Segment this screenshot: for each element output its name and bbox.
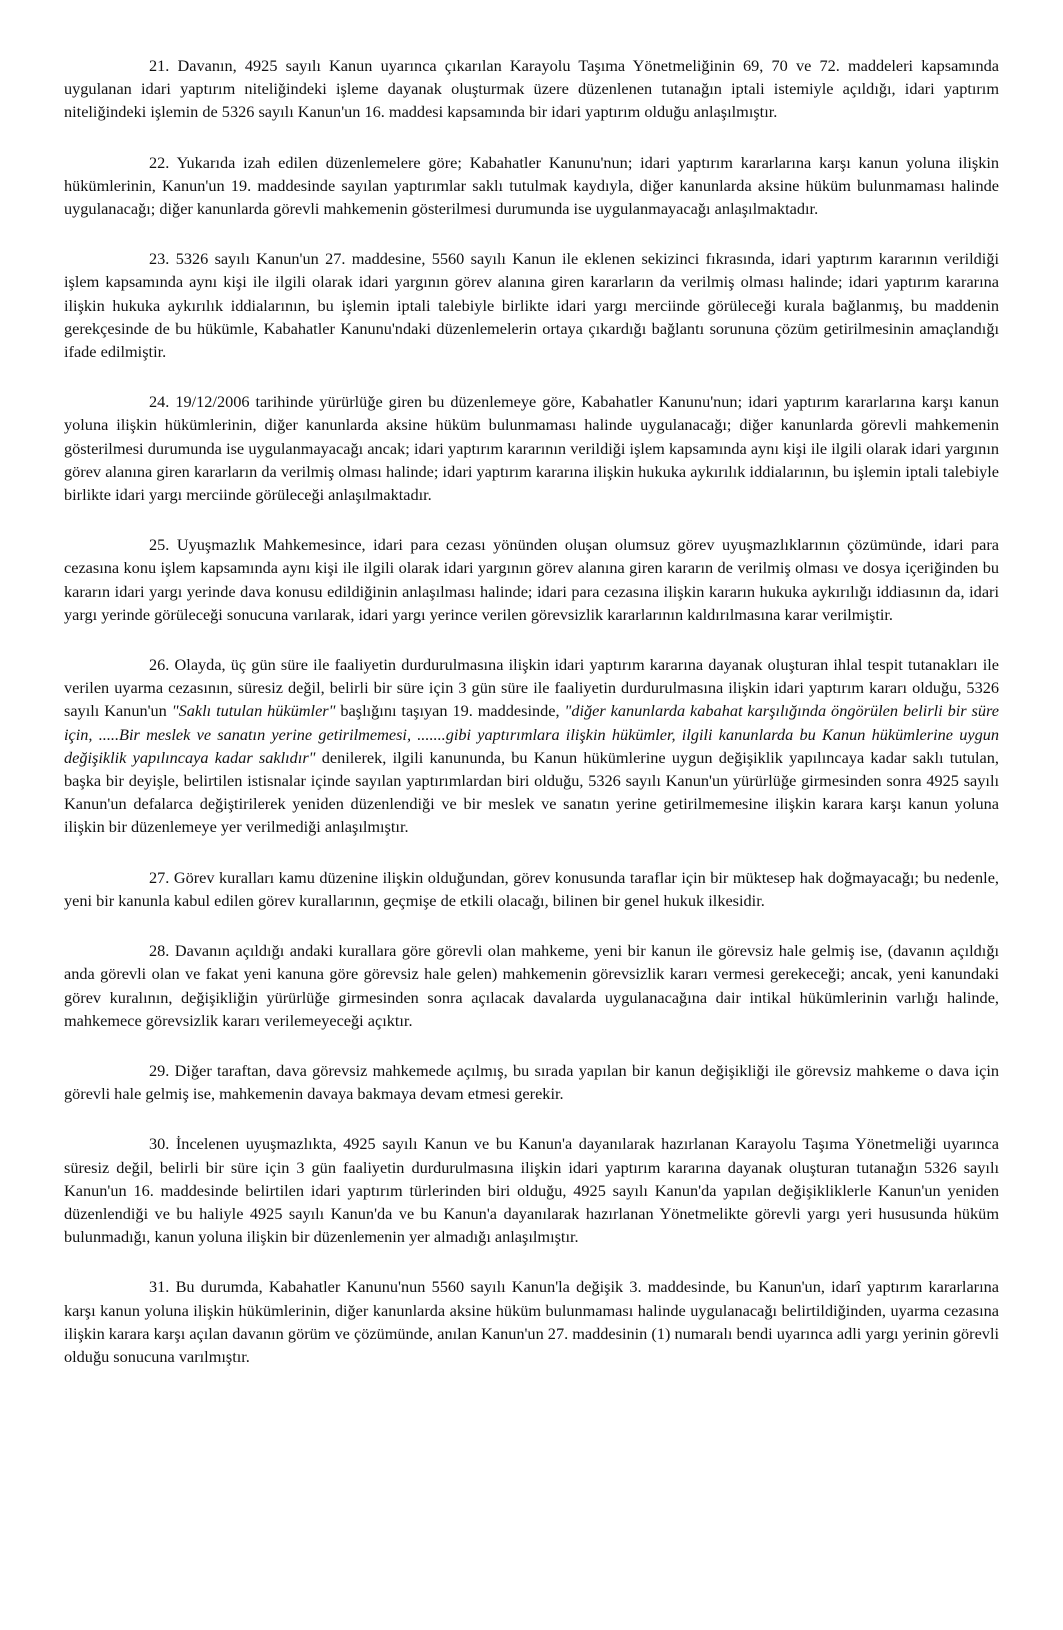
paragraph-number: 26. xyxy=(149,655,170,675)
paragraph-number: 31. xyxy=(149,1277,170,1297)
paragraph-23 xyxy=(64,247,999,363)
paragraph-number: 25. xyxy=(149,535,170,555)
paragraph-text: 5326 sayılı Kanun'un 27. maddesine, 5560 sayılı Kanun ile eklenen sekizinci fıkrasında, idari yaptırım kararının verildiği işlem kapsamında aynı kişi ile ilgili olarak idari yargının görev alanına giren kararların da verilmiş olması halinde; idari yaptırım kararına ilişkin hukuka aykırılık iddialarının, bu işlemin iptali talebiyle birlikte idari yargı merciinde görüleceği kurala bağlanmış, bu maddenin gerekçesinde de bu hükümle, Kabahatler Kanunu'ndaki düzenlemelerin ortaya çıkardığı bağlantı sorununa çözüm getirilmesinin amaçlandığı ifade edilmiştir. xyxy=(64,249,999,362)
paragraph-25 xyxy=(64,533,999,626)
paragraph-text-part-b: başlığını taşıyan 19. maddesinde, xyxy=(335,701,565,721)
paragraph-number: 27. xyxy=(149,867,170,887)
paragraph-number: 30. xyxy=(149,1134,170,1154)
paragraph-text: Davanın açıldığı andaki kurallara göre görevli olan mahkeme, yeni bir kanun ile görevsiz hale gelmiş ise, (davanın açıldığı anda görevli olan ve fakat yeni kanuna göre görevsiz hale gelen) mahkemenin görevsizlik kararı vermesi gerekeceği; ancak, yeni kanundaki görev kuralının, değişikliğin yürürlüğe girmesinden sonra açılacak davalarda uygulanacağına dair intikal hükümlerinin varlığı halinde, mahkemece görevsizlik kararı verilemeyeceği açıktır. xyxy=(64,941,999,1030)
paragraph-text: 19/12/2006 tarihinde yürürlüğe giren bu düzenlemeye göre, Kabahatler Kanunu'nun; idari yaptırım kararlarına karşı kanun yoluna ilişkin hükümlerinin, diğer kanunlarda aksine hüküm bulunmaması halinde uygulanacağı; diğer kanunlarda görevli mahkemenin gösterilmesi durumunda ise uygulanmayacağı ancak; idari yaptırım kararının verildiği işlem kapsamında aynı kişi ile ilgili olarak idari yargının görev alanına giren kararların da verilmiş olması halinde; idari yaptırım kararına ilişkin hukuka aykırılık iddialarının, bu işlemin iptali talebiyle birlikte idari yargı merciinde görüleceği anlaşılmaktadır. xyxy=(64,392,999,505)
paragraph-text-part-c: denilerek, ilgili kanununda, bu Kanun hükümlerine uygun değişiklik yapılıncaya kadar saklı tutulan, başka bir deyişle, belirtilen istisnalar içinde sayılan yaptırımlardan biri olduğu, 5326 sayılı Kanun'un yürürlüğe girmesinden sonra 4925 sayılı Kanun'un defalarca değiştirilerek yeniden düzenlendiği ve bir meslek ve sanatın yerine getirilmemesine ilişkin karara karşı kanun yoluna ilişkin bir düzenlemeye yer verilmediği anlaşılmıştır. xyxy=(64,747,999,837)
paragraph-21 xyxy=(64,54,999,124)
quoted-article-text: "diğer kanunlarda kabahat karşılığında öngörülen belirli bir süre için, .....Bir meslek ve sanatın yerine getirilmemesi, .......gibi yaptırımlara ilişkin hükümler, ilgili kanunlarda bu Kanun hükümlerine uygun değişiklik yapılıncaya kadar saklıdır" xyxy=(64,701,999,767)
paragraph-text-part-a: Olayda, üç gün süre ile faaliyetin durdurulmasına ilişkin idari yaptırım kararına dayanak oluşturan ihlal tespit tutanakları ile verilen uyarma cezasının, süresiz değil, belirli bir süre için 3 gün süre ile faaliyetin durdurulmasına ilişkin idari yaptırım kararı olduğu, 5326 sayılı Kanun'un xyxy=(64,655,999,721)
paragraph-text: Görev kuralları kamu düzenine ilişkin olduğundan, görev konusunda taraflar için bir müktesep hak doğmayacağı; bu nedenle, yeni bir kanunla kabul edilen görev kurallarının, geçmişe de etkili olacağı, bilinen bir genel hukuk ilkesidir. xyxy=(64,867,999,910)
paragraph-31 xyxy=(64,1275,999,1368)
paragraph-22 xyxy=(64,151,999,221)
paragraph-number: 29. xyxy=(149,1060,170,1080)
paragraph-number: 24. xyxy=(149,392,170,412)
paragraph-number: 23. xyxy=(149,249,170,269)
paragraph-number: 21. xyxy=(149,56,170,75)
paragraph-28 xyxy=(64,939,999,1032)
quoted-heading: "Saklı tutulan hükümler" xyxy=(171,701,336,721)
paragraph-29 xyxy=(64,1059,999,1105)
paragraph-number: 28. xyxy=(149,941,170,961)
paragraph-27 xyxy=(64,866,999,912)
paragraph-text: Yukarıda izah edilen düzenlemelere göre; Kabahatler Kanunu'nun; idari yaptırım kararlarına karşı kanun yoluna ilişkin hükümlerinin, Kanun'un 19. maddesinde sayılan yaptırımlar saklı tutulmak kaydıyla, diğer kanunlarda aksine hüküm bulunmaması halinde uygulanacağı; diğer kanunlarda görevli mahkemenin gösterilmesi durumunda ise uygulanmayacağı anlaşılmaktadır. xyxy=(64,152,1000,219)
paragraph-text: Diğer taraftan, dava görevsiz mahkemede açılmış, bu sırada yapılan bir kanun değişikliği ile görevsiz mahkeme o dava için görevli hale gelmiş ise, mahkemenin davaya bakmaya devam etmesi gerekir. xyxy=(64,1060,999,1104)
document-page xyxy=(64,54,999,1395)
paragraph-26 xyxy=(64,653,999,839)
paragraph-text: İncelenen uyuşmazlıkta, 4925 sayılı Kanun ve bu Kanun'a dayanılarak hazırlanan Karayolu Taşıma Yönetmeliği uyarınca süresiz değil, belirli bir süre için 3 gün faaliyetin durdurulmasına ilişkin idari yaptırım kararına dayanak oluşturan tutanağın 5326 sayılı Kanun'un 16. maddesinde belirtilen idari yaptırım türlerinden biri olduğu, 4925 sayılı Kanun'da yapılan değişikliklerle Kanun'un yeniden düzenlendiği ve bu haliyle 4925 sayılı Kanun'da ve bu Kanun'a dayanılarak hazırlanan Yönetmelikte görevli yargı yeri hususunda hüküm bulunmadığı, kanun yoluna ilişkin bir düzenlemenin yer almadığı anlaşılmıştır. xyxy=(64,1134,999,1247)
paragraph-30 xyxy=(64,1132,999,1248)
paragraph-text: Uyuşmazlık Mahkemesince, idari para cezası yönünden oluşan olumsuz görev uyuşmazlıklarının çözümünde, idari para cezasına konu işlem kapsamında aynı kişi ile ilgili olarak idari yargının görev alanına giren kararın de verilmiş olması ve dosya içeriğinden bu kararın idari yargı yerinde dava konusu edildiğinin anlaşılması halinde; idari para cezasına ilişkin kararın hukuka aykırılığı iddiasının da, idari yargı yerinde görüleceği sonucuna varılarak, idari yargı yerince verilen görevsizlik kararlarının kaldırılmasına karar verilmiştir. xyxy=(64,535,999,624)
paragraph-24 xyxy=(64,390,999,506)
paragraph-text: Davanın, 4925 sayılı Kanun uyarınca çıkarılan Karayolu Taşıma Yönetmeliğinin 69, 70 ve 72. maddeleri kapsamında uygulanan idari yaptırım niteliğindeki işleme dayanak oluşturmak üzere düzenlenen tutanağın iptali istemiyle açıldığı, idari yaptırım niteliğindeki işlemin de 5326 sayılı Kanun'un 16. maddesi kapsamında bir idari yaptırım olduğu anlaşılmıştır. xyxy=(64,56,999,122)
paragraph-text: Bu durumda, Kabahatler Kanunu'nun 5560 sayılı Kanun'la değişik 3. maddesinde, bu Kanun'un, idarî yaptırım kararlarına karşı kanun yoluna ilişkin hükümlerinin, diğer kanunlarda aksine hüküm bulunmaması halinde uygulanacağı belirtildiğinden, uyarma cezasına ilişkin karara karşı açılan davanın görüm ve çözümünde, anılan Kanun'un 27. maddesinin (1) numaralı bendi uyarınca adli yargı yerinin görevli olduğu sonucuna varılmıştır. xyxy=(64,1277,999,1366)
paragraph-number: 22. xyxy=(149,152,170,172)
